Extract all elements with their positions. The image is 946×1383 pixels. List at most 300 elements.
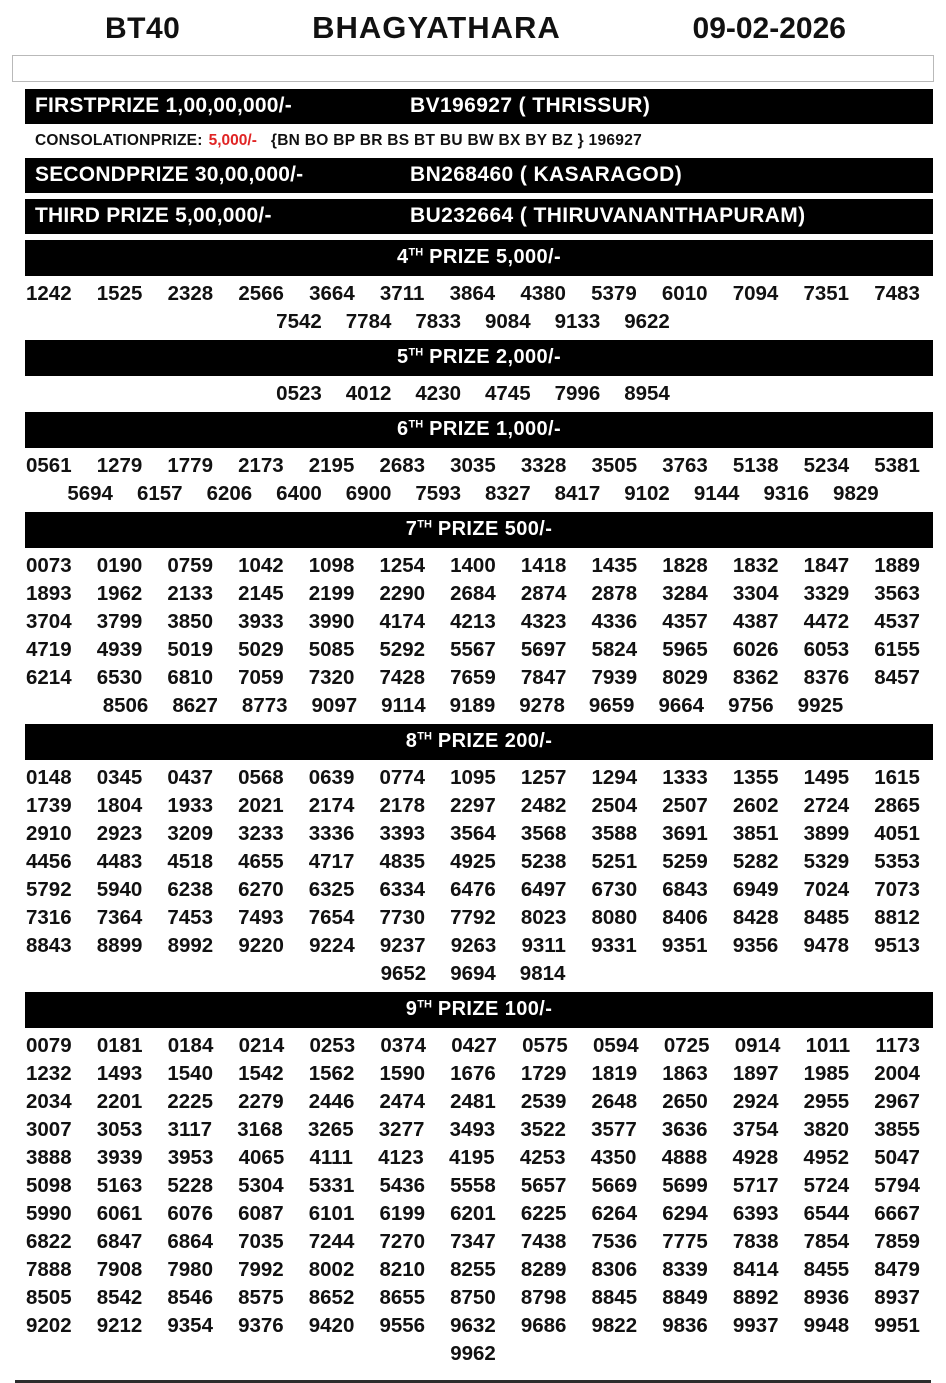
winning-number: 2021 <box>238 794 284 817</box>
winning-number: 2004 <box>874 1062 920 1085</box>
winning-number: 9478 <box>803 934 850 957</box>
winning-number: 7996 <box>554 382 601 405</box>
first-prize-label: FIRSTPRIZE 1,00,00,000/- <box>35 94 292 117</box>
winning-number: 7024 <box>803 878 850 901</box>
winning-numbers-row <box>0 664 946 692</box>
winning-number: 4065 <box>238 1146 285 1169</box>
winning-number: 5724 <box>803 1174 850 1197</box>
winning-number: 9756 <box>728 694 774 717</box>
winning-numbers-row <box>0 876 946 904</box>
winning-number: 8417 <box>554 482 601 505</box>
winning-number: 1400 <box>450 554 496 577</box>
winning-numbers-row <box>0 1116 946 1144</box>
winning-number: 1242 <box>26 282 72 305</box>
winning-number: 8029 <box>662 666 708 689</box>
winning-number: 5379 <box>591 282 637 305</box>
winning-number: 3265 <box>308 1118 354 1141</box>
winning-numbers-row <box>0 636 946 664</box>
winning-numbers-row <box>0 848 946 876</box>
winning-number: 0437 <box>167 766 213 789</box>
winning-numbers-row <box>0 1312 946 1340</box>
winning-number: 8798 <box>520 1286 567 1309</box>
winning-number: 6270 <box>238 878 284 901</box>
winning-number: 9951 <box>874 1314 920 1337</box>
winning-number: 9962 <box>450 1342 496 1365</box>
winning-number: 2683 <box>379 454 426 477</box>
winning-number: 6101 <box>308 1202 355 1225</box>
section-header-7th-prize <box>25 512 933 548</box>
winning-number: 5019 <box>167 638 213 661</box>
second-prize-label: SECONDPRIZE 30,00,000/- <box>35 163 304 186</box>
winning-number: 2874 <box>520 582 567 605</box>
winning-number: 7775 <box>662 1230 708 1253</box>
winning-number: 6400 <box>276 482 322 505</box>
winning-number: 5238 <box>520 850 567 873</box>
winning-number: 4717 <box>308 850 355 873</box>
winning-number: 5558 <box>450 1174 496 1197</box>
winning-number: 1739 <box>26 794 72 817</box>
winning-number: 3007 <box>26 1118 72 1141</box>
winning-number: 6264 <box>591 1202 638 1225</box>
prize-rank: 5 <box>396 346 409 368</box>
consolation-prize-row <box>25 130 933 153</box>
winning-number: 4230 <box>415 382 461 405</box>
prize-amount-text: PRIZE 200/- <box>431 730 553 752</box>
winning-number: 1493 <box>96 1062 143 1085</box>
winning-number: 9278 <box>519 694 565 717</box>
winning-number: 3277 <box>378 1118 425 1141</box>
winning-number: 0427 <box>451 1034 497 1057</box>
winning-number: 2133 <box>167 582 213 605</box>
winning-number: 0374 <box>380 1034 426 1057</box>
third-prize-ticket: BU232664 ( THIRUVANANTHAPURAM) <box>410 204 806 227</box>
winning-number: 2923 <box>96 822 143 845</box>
prize-rank-suffix: TH <box>417 998 432 1011</box>
winning-number: 6061 <box>96 1202 143 1225</box>
winning-number: 1173 <box>875 1034 920 1057</box>
winning-number: 4387 <box>732 610 779 633</box>
winning-number: 5251 <box>591 850 638 873</box>
winning-number: 7888 <box>26 1258 72 1281</box>
winning-number: 4655 <box>238 850 284 873</box>
winning-number: 2910 <box>26 822 72 845</box>
winning-numbers-row <box>0 608 946 636</box>
winning-number: 2279 <box>238 1090 284 1113</box>
winning-number: 9311 <box>521 934 566 957</box>
winning-number: 5331 <box>308 1174 355 1197</box>
consolation-label: CONSOLATIONPRIZE: <box>35 132 203 149</box>
winning-number: 2865 <box>874 794 920 817</box>
winning-number: 6393 <box>732 1202 779 1225</box>
winning-number: 5694 <box>67 482 113 505</box>
winning-number: 3763 <box>662 454 708 477</box>
winning-number: 5794 <box>874 1174 920 1197</box>
lottery-name: BHAGYATHARA <box>312 10 561 45</box>
winning-number: 3799 <box>96 610 143 633</box>
winning-number: 5699 <box>662 1174 708 1197</box>
winning-number: 3168 <box>237 1118 283 1141</box>
winning-number: 3939 <box>96 1146 143 1169</box>
winning-number: 9212 <box>96 1314 143 1337</box>
winning-number: 4253 <box>519 1146 566 1169</box>
winning-number: 2507 <box>662 794 708 817</box>
winning-number: 3577 <box>591 1118 637 1141</box>
winning-number: 3704 <box>26 610 72 633</box>
winning-number: 5234 <box>803 454 850 477</box>
winning-number: 4174 <box>379 610 426 633</box>
winning-number: 1933 <box>167 794 213 817</box>
winning-number: 2482 <box>520 794 567 817</box>
consolation-amount: 5,000/- <box>208 132 257 149</box>
winning-numbers-row <box>0 1088 946 1116</box>
winning-number: 6497 <box>520 878 567 901</box>
winning-number: 3117 <box>167 1118 213 1141</box>
winning-number: 5717 <box>732 1174 779 1197</box>
winning-number: 1962 <box>96 582 143 605</box>
winning-number: 2328 <box>167 282 214 305</box>
prize-rank-suffix: TH <box>417 730 432 743</box>
winning-number: 9189 <box>449 694 496 717</box>
winning-number: 2195 <box>308 454 355 477</box>
winning-number: 7347 <box>450 1230 496 1253</box>
winning-number: 3336 <box>308 822 355 845</box>
winning-number: 9224 <box>309 934 355 957</box>
winning-number: 9694 <box>450 962 496 985</box>
winning-number: 4051 <box>874 822 920 845</box>
winning-numbers-row <box>0 1256 946 1284</box>
winning-number: 9351 <box>661 934 708 957</box>
winning-number: 2724 <box>803 794 850 817</box>
winning-number: 2566 <box>238 282 284 305</box>
winning-number: 5047 <box>874 1146 920 1169</box>
winning-number: 3053 <box>96 1118 143 1141</box>
winning-number: 8773 <box>241 694 288 717</box>
winning-number: 8339 <box>662 1258 708 1281</box>
winning-number: 1257 <box>520 766 567 789</box>
winning-number: 0594 <box>593 1034 639 1057</box>
winning-number: 0184 <box>167 1034 214 1057</box>
winning-number: 8992 <box>167 934 214 957</box>
winning-number: 3990 <box>308 610 355 633</box>
winning-number: 5965 <box>662 638 708 661</box>
winning-number: 9356 <box>732 934 779 957</box>
winning-number: 1832 <box>732 554 779 577</box>
winning-number: 8485 <box>803 906 850 929</box>
winning-number: 1804 <box>96 794 143 817</box>
winning-numbers-row <box>0 452 946 480</box>
prize-amount-text: PRIZE 1,000/- <box>423 418 562 440</box>
winning-number: 3754 <box>732 1118 779 1141</box>
winning-number: 1254 <box>379 554 426 577</box>
winning-number: 0190 <box>96 554 143 577</box>
empty-input-box <box>12 55 934 82</box>
section-header-6th-prize <box>25 412 933 448</box>
winning-number: 1676 <box>450 1062 496 1085</box>
winning-number: 8655 <box>379 1286 426 1309</box>
winning-number: 9556 <box>379 1314 426 1337</box>
winning-number: 0253 <box>309 1034 356 1057</box>
winning-number: 6157 <box>136 482 183 505</box>
winning-number: 6476 <box>450 878 496 901</box>
winning-number: 8843 <box>26 934 72 957</box>
winning-number: 9925 <box>797 694 844 717</box>
winning-number: 8455 <box>803 1258 850 1281</box>
winning-number: 8479 <box>874 1258 920 1281</box>
winning-number: 4336 <box>591 610 638 633</box>
winning-number: 8406 <box>662 906 708 929</box>
winning-number: 6206 <box>206 482 253 505</box>
winning-number: 3329 <box>803 582 850 605</box>
winning-numbers-row <box>0 1172 946 1200</box>
winning-number: 2504 <box>591 794 638 817</box>
winning-number: 3851 <box>732 822 779 845</box>
winning-number: 1562 <box>308 1062 355 1085</box>
winning-number: 1819 <box>591 1062 638 1085</box>
winning-number: 8937 <box>874 1286 920 1309</box>
winning-number: 4835 <box>379 850 426 873</box>
prize-rank: 6 <box>396 418 409 440</box>
winning-number: 6530 <box>96 666 143 689</box>
winning-number: 8575 <box>238 1286 284 1309</box>
winning-number: 9836 <box>662 1314 708 1337</box>
winning-number: 7438 <box>520 1230 567 1253</box>
winning-number: 1095 <box>450 766 496 789</box>
winning-number: 7453 <box>167 906 213 929</box>
winning-numbers-row <box>0 692 946 720</box>
first-prize-ticket: BV196927 ( THRISSUR) <box>410 94 651 117</box>
winning-number: 9622 <box>624 310 670 333</box>
winning-number: 6667 <box>874 1202 920 1225</box>
winning-number: 1590 <box>379 1062 426 1085</box>
winning-number: 7316 <box>26 906 72 929</box>
winning-number: 7939 <box>591 666 638 689</box>
winning-number: 3209 <box>167 822 213 845</box>
winning-number: 4925 <box>450 850 496 873</box>
winning-number: 9102 <box>624 482 670 505</box>
winning-number: 7094 <box>732 282 779 305</box>
winning-number: 0148 <box>26 766 72 789</box>
winning-number: 8428 <box>732 906 779 929</box>
winning-number: 6201 <box>450 1202 496 1225</box>
winning-number: 8327 <box>485 482 531 505</box>
prize-amount-text: PRIZE 2,000/- <box>423 346 562 368</box>
winning-number: 2290 <box>379 582 426 605</box>
winning-number: 4012 <box>345 382 392 405</box>
winning-number: 0759 <box>167 554 213 577</box>
winning-number: 1294 <box>591 766 638 789</box>
winning-numbers-row <box>0 1144 946 1172</box>
winning-number: 1333 <box>662 766 708 789</box>
winning-number: 5259 <box>662 850 708 873</box>
winning-number: 9331 <box>591 934 637 957</box>
winning-number: 2145 <box>238 582 284 605</box>
winning-numbers-row <box>0 380 946 408</box>
winning-number: 1847 <box>803 554 850 577</box>
winning-number: 6053 <box>803 638 850 661</box>
winning-number: 2955 <box>803 1090 850 1113</box>
winning-number: 6864 <box>167 1230 213 1253</box>
winning-number: 4745 <box>485 382 531 405</box>
winning-number: 1098 <box>308 554 355 577</box>
prize-amount-text: PRIZE 5,000/- <box>423 246 562 268</box>
winning-number: 8506 <box>102 694 149 717</box>
winning-number: 2201 <box>96 1090 143 1113</box>
winning-number: 1893 <box>26 582 72 605</box>
winning-number: 8289 <box>520 1258 567 1281</box>
prize-rank: 4 <box>396 246 409 268</box>
winning-number: 8845 <box>591 1286 638 1309</box>
winning-number: 6294 <box>662 1202 708 1225</box>
winning-number: 3711 <box>379 282 425 305</box>
winning-number: 4357 <box>662 610 708 633</box>
winning-number: 5657 <box>520 1174 567 1197</box>
winning-number: 8954 <box>624 382 670 405</box>
winning-number: 9686 <box>520 1314 567 1337</box>
winning-numbers-row <box>0 1060 946 1088</box>
winning-number: 7847 <box>520 666 567 689</box>
winning-number: 8899 <box>96 934 143 957</box>
winning-number: 3568 <box>520 822 567 845</box>
winning-number: 7035 <box>238 1230 284 1253</box>
prize-rank-suffix: TH <box>408 418 424 431</box>
winning-number: 6199 <box>379 1202 426 1225</box>
winning-number: 0914 <box>734 1034 781 1057</box>
winning-number: 2199 <box>308 582 355 605</box>
winning-number: 4123 <box>378 1146 424 1169</box>
winning-number: 8362 <box>732 666 779 689</box>
winning-number: 7364 <box>96 906 143 929</box>
winning-number: 3393 <box>379 822 426 845</box>
winning-number: 5029 <box>238 638 284 661</box>
winning-number: 9652 <box>380 962 427 985</box>
winning-number: 1232 <box>26 1062 72 1085</box>
winning-number: 7908 <box>96 1258 143 1281</box>
winning-number: 4888 <box>661 1146 708 1169</box>
winning-number: 4719 <box>26 638 72 661</box>
winning-number: 1435 <box>591 554 638 577</box>
winning-number: 6026 <box>732 638 779 661</box>
prize-rank-suffix: TH <box>417 518 432 531</box>
winning-number: 9114 <box>381 694 426 717</box>
winning-number: 8457 <box>874 666 920 689</box>
winning-number: 3035 <box>450 454 496 477</box>
prize-rank: 7 <box>405 518 418 540</box>
winning-numbers-row <box>0 308 946 336</box>
winning-number: 4928 <box>732 1146 779 1169</box>
winning-number: 1011 <box>805 1034 851 1057</box>
winning-number: 4537 <box>874 610 920 633</box>
winning-number: 1897 <box>732 1062 779 1085</box>
winning-number: 3505 <box>591 454 638 477</box>
consolation-series: {BN BO BP BR BS BT BU BW BX BY BZ } 196927 <box>270 132 643 149</box>
winning-number: 2967 <box>874 1090 920 1113</box>
winning-number: 9220 <box>238 934 284 957</box>
winning-number: 7351 <box>803 282 850 305</box>
winning-number: 9316 <box>763 482 810 505</box>
winning-number: 0639 <box>308 766 355 789</box>
winning-number: 4939 <box>96 638 143 661</box>
prize-sections <box>0 240 946 1368</box>
winning-number: 8627 <box>172 694 218 717</box>
winning-number: 2474 <box>379 1090 426 1113</box>
winning-number: 5824 <box>591 638 638 661</box>
winning-number: 2878 <box>591 582 638 605</box>
winning-numbers-row <box>0 1032 946 1060</box>
winning-number: 9144 <box>693 482 740 505</box>
winning-number: 3522 <box>520 1118 566 1141</box>
winning-number: 9420 <box>308 1314 355 1337</box>
winning-number: 8002 <box>308 1258 355 1281</box>
winning-number: 9354 <box>167 1314 213 1337</box>
winning-number: 0575 <box>522 1034 568 1057</box>
winning-numbers-row <box>0 764 946 792</box>
winning-number: 2481 <box>450 1090 496 1113</box>
winning-number: 1542 <box>238 1062 284 1085</box>
winning-number: 1863 <box>662 1062 708 1085</box>
winning-number: 6544 <box>803 1202 850 1225</box>
winning-number: 7542 <box>276 310 322 333</box>
winning-number: 3233 <box>238 822 284 845</box>
winning-number: 9937 <box>732 1314 779 1337</box>
winning-number: 1729 <box>520 1062 567 1085</box>
winning-numbers-row <box>0 480 946 508</box>
winning-numbers-row <box>0 1228 946 1256</box>
winning-number: 3691 <box>662 822 708 845</box>
winning-number: 1615 <box>874 766 920 789</box>
winning-number: 8750 <box>450 1286 496 1309</box>
winning-number: 2648 <box>591 1090 638 1113</box>
winning-number: 7483 <box>874 282 920 305</box>
winning-number: 1779 <box>167 454 213 477</box>
winning-numbers-row <box>0 820 946 848</box>
winning-number: 6076 <box>167 1202 213 1225</box>
winning-number: 0214 <box>238 1034 285 1057</box>
winning-number: 1525 <box>96 282 143 305</box>
winning-number: 1418 <box>520 554 567 577</box>
winning-number: 5085 <box>308 638 355 661</box>
winning-number: 5567 <box>450 638 496 661</box>
winning-number: 2174 <box>308 794 355 817</box>
winning-number: 1889 <box>874 554 920 577</box>
winning-number: 7659 <box>450 666 496 689</box>
winning-number: 4518 <box>167 850 213 873</box>
winning-number: 6087 <box>238 1202 284 1225</box>
winning-number: 6810 <box>167 666 213 689</box>
winning-number: 7536 <box>591 1230 638 1253</box>
draw-date: 09-02-2026 <box>692 12 846 45</box>
winning-number: 3888 <box>26 1146 72 1169</box>
winning-number: 2650 <box>662 1090 708 1113</box>
winning-number: 0345 <box>96 766 143 789</box>
winning-number: 4323 <box>520 610 567 633</box>
winning-number: 8849 <box>662 1286 708 1309</box>
winning-number: 8812 <box>874 906 920 929</box>
winning-number: 2178 <box>379 794 426 817</box>
prize-rank: 9 <box>405 998 418 1020</box>
winning-number: 9948 <box>803 1314 850 1337</box>
winning-number: 8546 <box>167 1286 213 1309</box>
winning-number: 6949 <box>732 878 779 901</box>
winning-number: 5138 <box>732 454 779 477</box>
winning-numbers-row <box>0 904 946 932</box>
winning-number: 7859 <box>874 1230 920 1253</box>
winning-number: 4952 <box>803 1146 849 1169</box>
winning-number: 1828 <box>662 554 708 577</box>
winning-number: 7784 <box>345 310 392 333</box>
winning-number: 6730 <box>591 878 638 901</box>
winning-number: 8936 <box>803 1286 850 1309</box>
winning-number: 7270 <box>379 1230 426 1253</box>
